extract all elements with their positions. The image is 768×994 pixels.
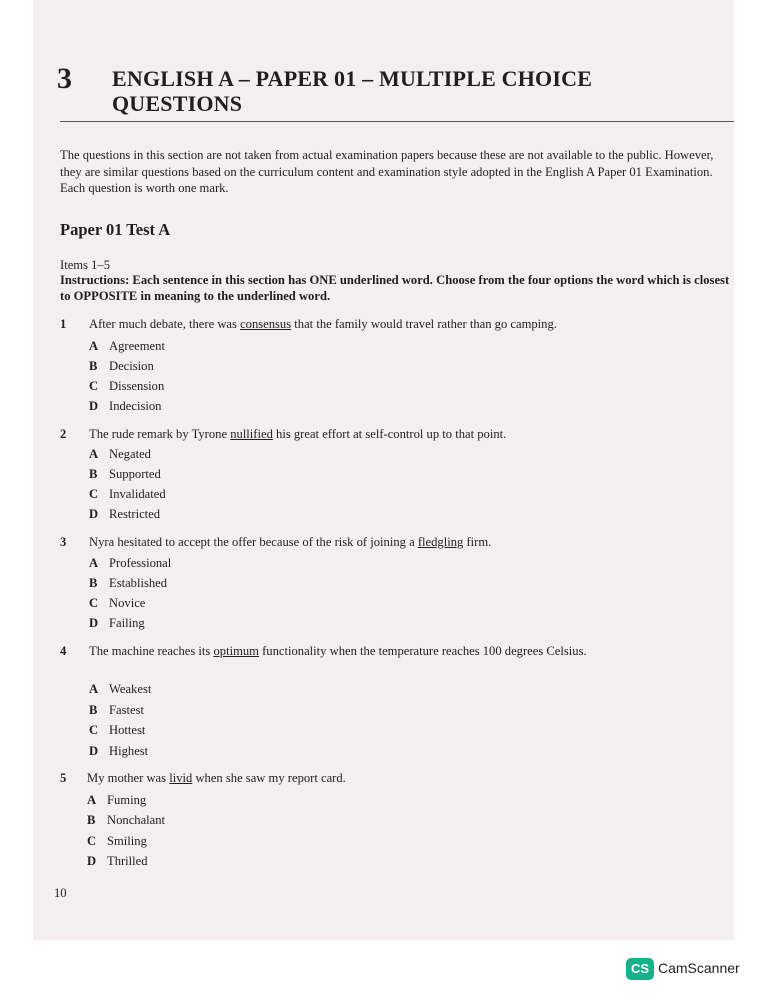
question-text: My mother was livid when she saw my report card. [87, 771, 346, 785]
underlined-word: nullified [230, 427, 273, 441]
option-a[interactable]: A Weakest [89, 682, 152, 696]
option-c[interactable]: C Dissension [89, 379, 165, 393]
question-text: The machine reaches its optimum functionality when the temperature reaches 100 degrees Celsius. [89, 644, 587, 658]
camscanner-label: CamScanner [658, 960, 740, 976]
page-number: 10 [54, 886, 67, 900]
option-b[interactable]: B Nonchalant [87, 813, 166, 827]
option-a[interactable]: A Negated [89, 447, 151, 461]
camscanner-logo-icon: CS [626, 958, 654, 980]
question-number: 3 [60, 535, 67, 549]
option-c[interactable]: C Smiling [87, 834, 147, 848]
question-number: 1 [60, 317, 67, 331]
option-a[interactable]: A Fuming [87, 793, 147, 807]
option-d[interactable]: D Restricted [89, 507, 161, 521]
option-b[interactable]: B Supported [89, 467, 161, 481]
title-divider [60, 121, 734, 122]
option-b[interactable]: B Decision [89, 359, 154, 373]
option-b[interactable]: B Established [89, 576, 168, 590]
underlined-word: consensus [240, 317, 292, 331]
question-text: After much debate, there was consensus that the family would travel rather than go camping. [89, 317, 557, 331]
question-text: The rude remark by Tyrone nullified his great effort at self-control up to that point. [89, 427, 507, 441]
underlined-word: optimum [213, 644, 259, 658]
option-c[interactable]: C Hottest [89, 723, 146, 737]
question-number: 5 [60, 771, 67, 785]
intro-paragraph: The questions in this section are not taken from actual examination papers because these are not available to the public. However, they are similar questions based on the curriculum content and examination style adopted in the English A Paper 01 Examination. Each question is worth one mark. [60, 148, 714, 195]
option-c[interactable]: C Novice [89, 596, 146, 610]
option-d[interactable]: D Thrilled [87, 854, 148, 868]
question-number: 2 [60, 427, 67, 441]
chapter-title: ENGLISH A – PAPER 01 – MULTIPLE CHOICE QUESTIONS [112, 66, 593, 116]
option-c[interactable]: C Invalidated [89, 487, 166, 501]
test-title: Paper 01 Test A [60, 220, 171, 239]
option-a[interactable]: A Agreement [89, 339, 165, 353]
question-number: 4 [60, 644, 67, 658]
items-range: Items 1–5 [60, 258, 111, 272]
underlined-word: livid [169, 771, 193, 785]
question-text: Nyra hesitated to accept the offer because of the risk of joining a fledgling firm. [89, 535, 492, 549]
instructions: Instructions: Each sentence in this section has ONE underlined word. Choose from the four options the word which is closest to OPPOSITE in meaning to the underlined word. [60, 273, 730, 303]
option-d[interactable]: D Failing [89, 616, 145, 630]
option-a[interactable]: A Professional [89, 556, 172, 570]
option-b[interactable]: B Fastest [89, 703, 144, 717]
chapter-number: 3 [57, 62, 72, 95]
option-d[interactable]: D Highest [89, 744, 149, 758]
option-d[interactable]: D Indecision [89, 399, 162, 413]
underlined-word: fledgling [417, 535, 464, 549]
